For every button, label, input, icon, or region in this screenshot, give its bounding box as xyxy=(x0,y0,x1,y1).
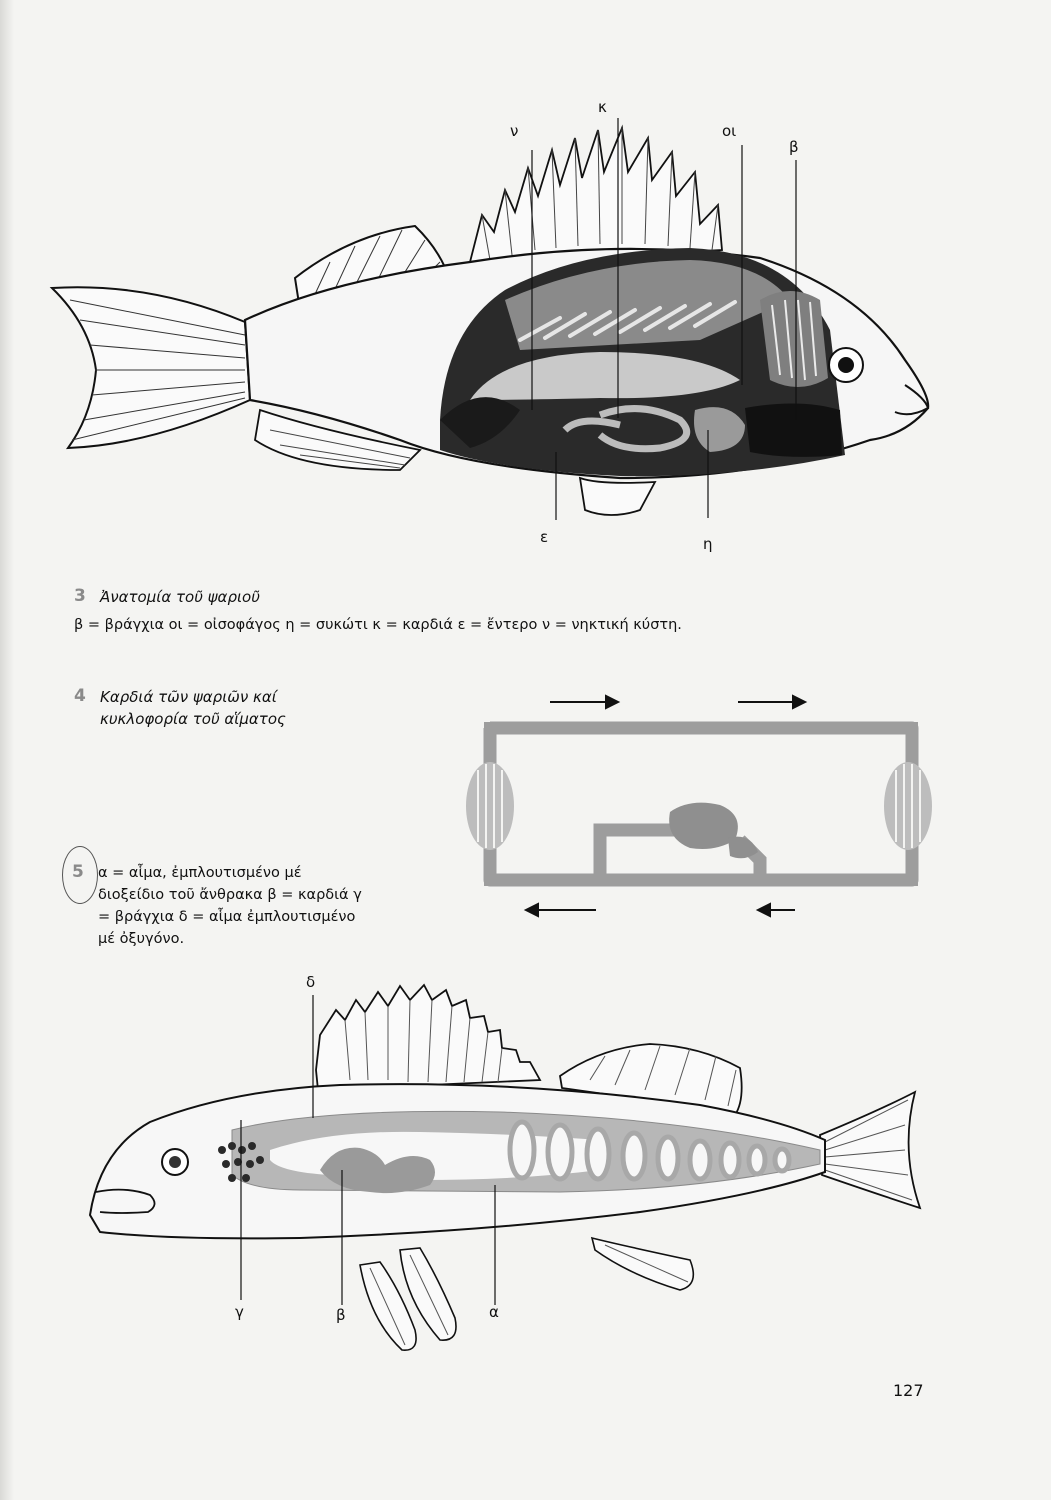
label-heart-2: β xyxy=(336,1306,346,1324)
label-swim-bladder: ν xyxy=(510,122,519,140)
label-gills: β xyxy=(789,138,799,156)
label-heart: κ xyxy=(598,98,607,116)
figure-4-number: 4 xyxy=(74,686,86,706)
label-deoxygenated-blood: α xyxy=(489,1303,499,1321)
label-intestine: ε xyxy=(540,528,549,546)
label-esophagus: οι xyxy=(722,122,737,140)
label-liver: η xyxy=(703,535,713,553)
figure-4-title-line1: Καρδιά τῶν ψαριῶν καί xyxy=(100,688,277,706)
figure-3-title: Ἀνατομία τοῦ ψαριοῦ xyxy=(100,588,260,606)
page-number: 127 xyxy=(893,1381,924,1400)
figure-3-number: 3 xyxy=(74,586,86,606)
figure-4-title-line2: κυκλοφορία τοῦ αἵματος xyxy=(100,710,286,728)
label-oxygenated-blood: δ xyxy=(306,973,316,991)
figure-5-number: 5 xyxy=(72,862,84,882)
figure-3-legend: β = βράγχια οι = οἰσοφάγος η = συκώτι κ = καρδιά ε = ἔντερο ν = νηκτική κύστη. xyxy=(74,617,682,633)
label-gills-2: γ xyxy=(235,1303,244,1321)
figure-5-legend: α = αἷμα, ἐμπλουτισμένο μέ διοξείδιο τοῦ ἄνθρακα β = καρδιά γ = βράγχια δ = αἷμα ἐμπλουτισμένο μέ ὀξυγόνο. xyxy=(98,865,362,947)
